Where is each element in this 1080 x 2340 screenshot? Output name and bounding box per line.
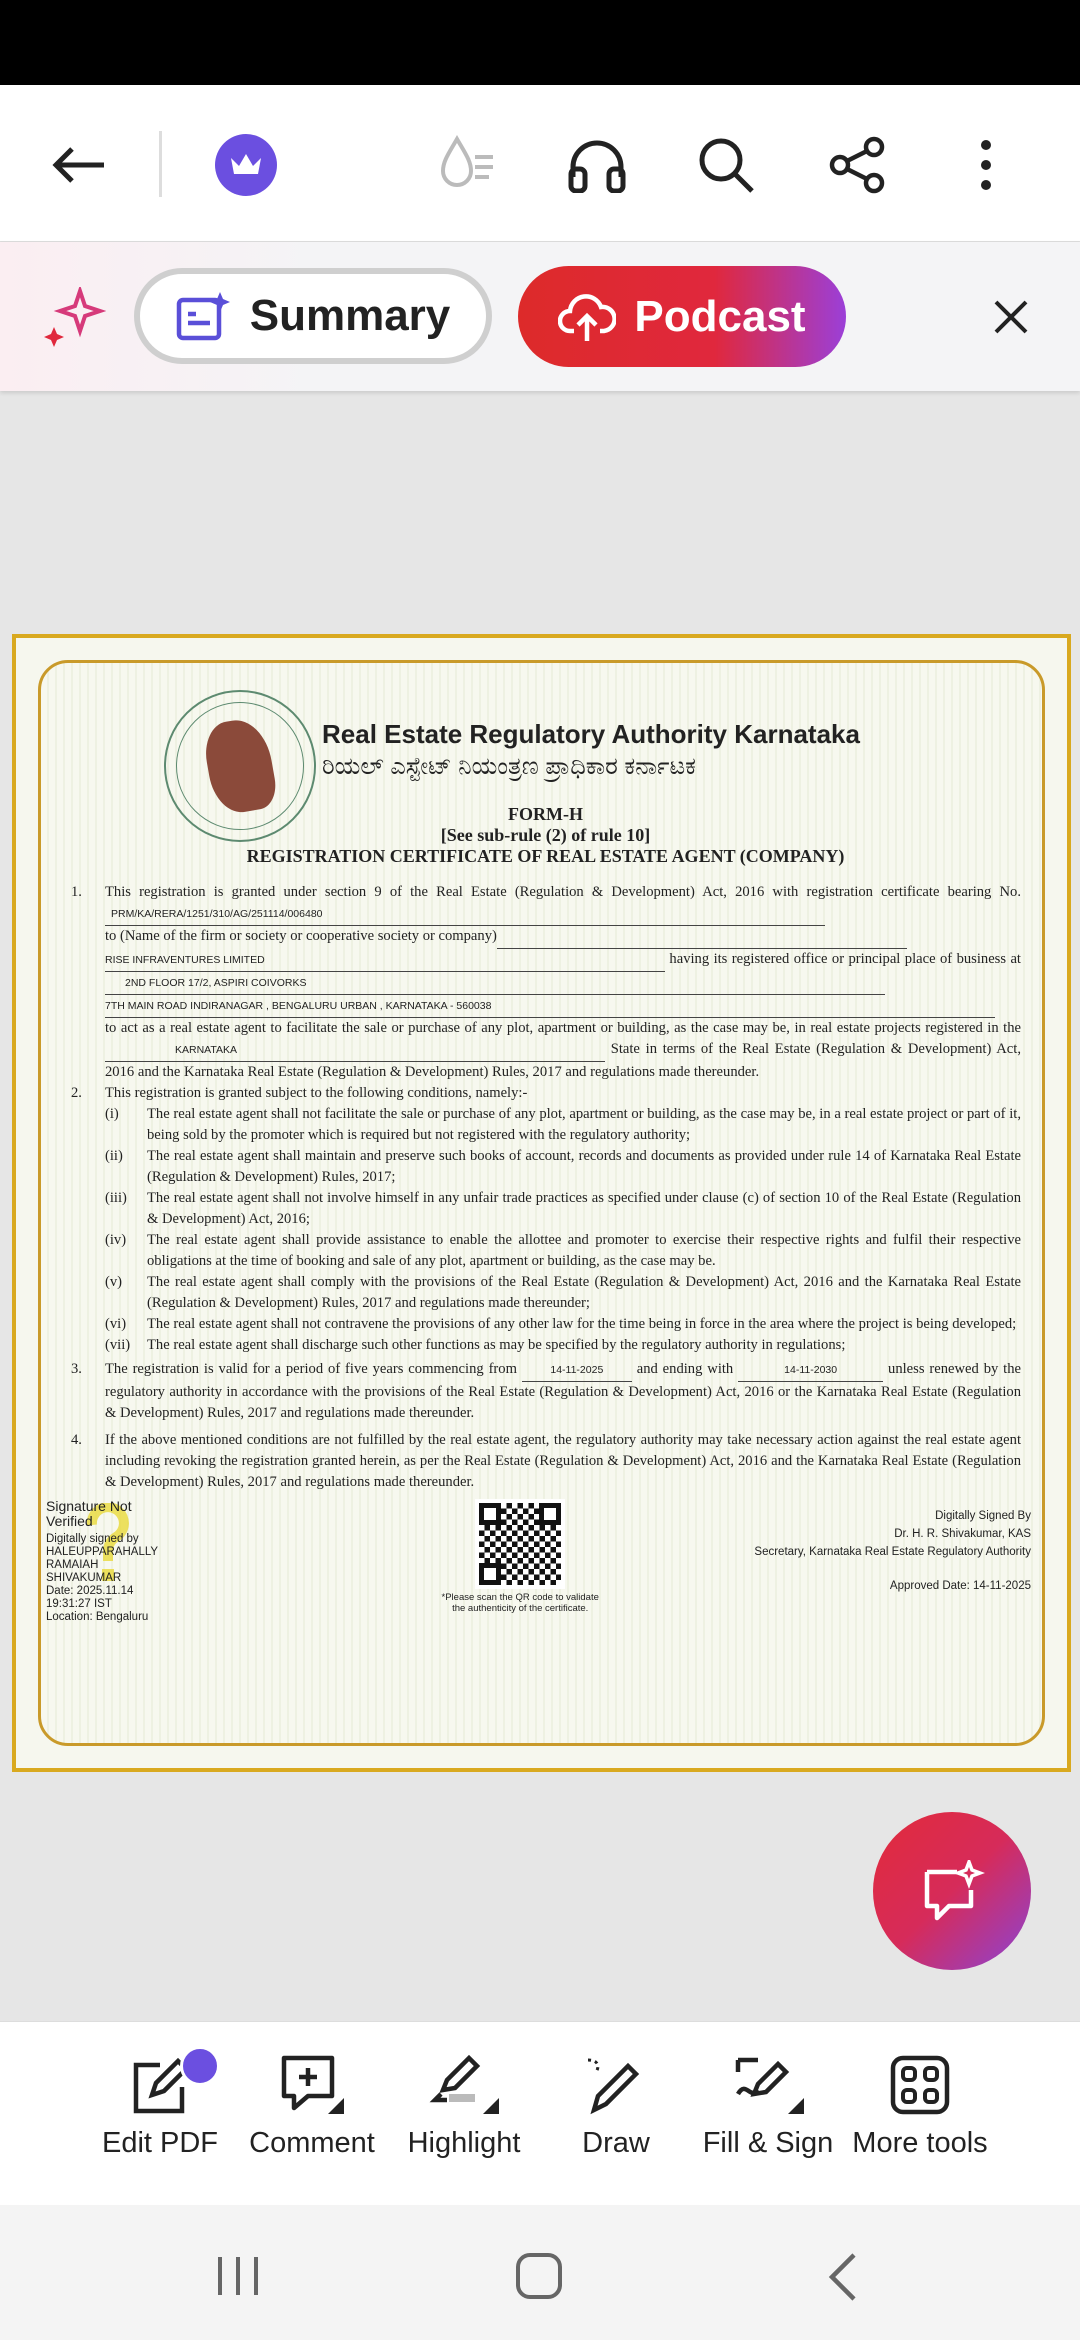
address-line-1: 2ND FLOOR 17/2, ASPIRI COIVORKS	[105, 973, 885, 995]
tool-highlight[interactable]: Highlight	[388, 2042, 540, 2160]
tool-edit-pdf[interactable]: Edit PDF	[84, 2042, 236, 2160]
highlight-icon	[429, 2054, 499, 2116]
premium-crown-icon[interactable]	[211, 125, 281, 205]
clause-2: 2. This registration is granted subject to the following conditions, namely:- (i) The real estate agent shall not facilitate the sale or purchase of any plot, apartment or building, as the case may be, in a real estate project or part of it, being sold by the promoter which is required but not registered with the regulatory authority; (ii) The real estate agent shall maintain and preserve such books of account, records and documents as provided under rule 14 of Karnataka Real Estate (Regulation & Development) Rules, 2017; (iii) The real estate agent shall not involve himself in any unfair trade practices as specified under clause (c) of section 10 of the Real Estate (Regulation & Development) Act, 2016; (iv) The real estate agent shall provide assistance to enable the allottee and promoter to exercise their respective rights and fulfil their respective obligations at the time of booking and sale of any plot, apartment or building, as the case may be. (v) The real estate agent shall comply with the provisions of the Real Estate (Regulation & Development) Act, 2016 and the Karnataka Real Estate (Regulation & Development) Rules, 2017 and regulations made thereunder; (vi) The real estate agent shall not contravene the provisions of any other law for the time being in force in the area where the project is being developed; (vii) The real estate agent shall discharge such other functions as may be specified by the regulatory authority in regulations;	[71, 1083, 1021, 1356]
clause-3: 3. The registration is valid for a period of five years commencing from 14-11-2025 and ending with 14-11-2030 unless renewed by the regulatory authority in accordance with the provisions of the Real Estate (Regulation & Development) Act, 2016 or the Karnataka Real Estate (Regulation & Development) Rules, 2017 and regulations made thereunder.	[71, 1361, 1021, 1421]
certificate-heading: REGISTRATION CERTIFICATE OF REAL ESTATE AGENT (COMPANY)	[246, 846, 845, 866]
authority-title-english: Real Estate Regulatory Authority Karnataka	[322, 719, 860, 749]
bottom-tools-bar	[0, 2021, 1080, 2205]
status-bar	[0, 0, 1080, 85]
back-arrow-icon[interactable]	[43, 125, 113, 205]
close-icon[interactable]	[993, 299, 1029, 340]
form-subrule: [See sub-rule (2) of rule 10]	[440, 825, 651, 845]
condition-item: (iii) The real estate agent shall not involve himself in any unfair trade practices as specified under clause (c) of section 10 of the Real Estate (Regulation & Development) Act, 2016;	[105, 1190, 1021, 1227]
recents-icon[interactable]	[216, 2255, 260, 2302]
digital-signature-block: Digitally Signed By Dr. H. R. Shivakumar, KAS Secretary, Karnataka Real Estate Regulatory Authority Approved Date: 14-11-2025	[754, 1507, 1031, 1595]
search-icon[interactable]	[691, 125, 761, 205]
tool-comment[interactable]: Comment	[236, 2042, 388, 2160]
certificate-body	[71, 882, 1021, 1493]
qr-block	[435, 1499, 605, 1614]
address-line-2: 7TH MAIN ROAD INDIRANAGAR , BENGALURU URBAN , KARNATAKA - 560038	[105, 996, 995, 1018]
grid-apps-icon	[890, 2055, 950, 2115]
back-nav-icon[interactable]	[828, 2253, 858, 2306]
system-nav-bar	[0, 2205, 1080, 2340]
divider	[159, 131, 162, 197]
condition-item: (iv) The real estate agent shall provide assistance to enable the allottee and promoter to exercise their respective rights and fulfil their respective obligations at the time of booking and sale of any plot, apartment or building, as the case may be.	[105, 1232, 1021, 1269]
clause-1: 1. This registration is granted under section 9 of the Real Estate (Regulation & Development) Act, 2016 with registration certificate bearing No. PRM/KA/RERA/1251/310/AG/251114/006480 to (Name of the firm or society or cooperative society or company) RISE INFRAVENTURES LIMITED having its registered office or principal place of business at 2ND FLOOR 17/2, ASPIRI COIVORKS 7TH MAIN ROAD INDIRANAGAR , BENGALURU URBAN , KARNATAKA - 560038 to act as a real estate agent to facilitate the sale or purchase of any plot, apartment or building, as the case may be, in real estate projects registered in the KARNATAKA State in terms of the Real Estate (Regulation & Development) Act, 2016 and the Karnataka Real Estate (Regulation & Development) Rules, 2017 and regulations made thereunder.	[71, 884, 1021, 1080]
certificate-footer	[46, 1499, 1031, 1624]
condition-item: (v) The real estate agent shall comply with the provisions of the Real Estate (Regulation & Development) Act, 2016 and the Karnataka Real Estate (Regulation & Development) Rules, 2017 and regulations made thereunder;	[105, 1274, 1021, 1311]
company-name: RISE INFRAVENTURES LIMITED	[105, 950, 665, 972]
top-toolbar	[0, 85, 1080, 242]
authority-title-kannada: ರಿಯಲ್ ಎಸ್ಟೇಟ್ ನಿಯಂತ್ರಣ ಪ್ರಾಧಿಕಾರ ಕರ್ನಾಟಕ	[322, 753, 696, 780]
approved-date: Approved Date: 14-11-2025	[889, 1580, 1031, 1592]
headphones-icon[interactable]	[562, 125, 632, 205]
state-name: KARNATAKA	[105, 1040, 605, 1062]
fill-sign-icon	[732, 2054, 804, 2116]
condition-item: (i) The real estate agent shall not facilitate the sale or purchase of any plot, apartment or building, as the case may be, in a real estate project or part of it, being sold by the promoter which is required but not registered with the regulatory authority;	[105, 1106, 1021, 1143]
registration-number: PRM/KA/RERA/1251/310/AG/251114/006480	[105, 904, 825, 926]
start-date: 14-11-2025	[522, 1360, 632, 1382]
certificate-content	[46, 882, 1031, 1624]
ai-sparkle-icon	[40, 287, 106, 354]
podcast-button[interactable]: Podcast	[518, 266, 846, 367]
condition-item: (vii) The real estate agent shall discharge such other functions as may be specified by the regulatory authority in regulations;	[105, 1337, 846, 1353]
liquid-mode-icon[interactable]	[432, 125, 502, 205]
qr-note: *Please scan the QR code to validate the authenticity of the certificate.	[441, 1592, 599, 1614]
signature-status-block[interactable]: Signature Not Verified Digitally signed by HALEUPPARAHALLY RAMAIAH SHIVAKUMAR Date: 2025.11.14 19:31:27 IST Location: Bengaluru	[46, 1498, 159, 1623]
draw-icon	[584, 2054, 648, 2116]
summary-icon	[176, 290, 232, 342]
clause-4: 4. If the above mentioned conditions are not fulfilled by the real estate agent, the regulatory authority may take necessary action against the real estate agent including revoking the registration granted herein, as per the Real Estate (Regulation & Development) Act, 2016 and the Karnataka Real Estate (Regulation & Development) Rules, 2017 and regulations made thereunder.	[71, 1432, 1021, 1490]
pdf-page-certificate	[12, 634, 1071, 1772]
more-vertical-icon[interactable]	[951, 125, 1021, 205]
form-title: FORM-H	[508, 804, 583, 824]
summary-button[interactable]: Summary	[134, 268, 492, 364]
condition-item: (ii) The real estate agent shall maintain and preserve such books of account, records and documents as provided under rule 14 of Karnataka Real Estate (Regulation & Development) Rules, 2017;	[105, 1148, 1021, 1185]
tool-fill-sign[interactable]: Fill & Sign	[692, 2042, 844, 2160]
tool-more-tools[interactable]: More tools	[844, 2042, 996, 2160]
cloud-upload-icon	[558, 291, 616, 343]
home-icon[interactable]	[516, 2253, 562, 2299]
condition-item: (vi) The real estate agent shall not contravene the provisions of any other law for the time being in force in the area where the project is being developed;	[105, 1316, 1017, 1332]
comment-icon	[280, 2054, 344, 2116]
tool-draw[interactable]: Draw	[540, 2042, 692, 2160]
end-date: 14-11-2030	[738, 1360, 883, 1382]
ai-chat-icon	[919, 1860, 985, 1922]
ai-assistant-bar	[0, 242, 1080, 391]
qr-code	[475, 1499, 565, 1589]
premium-badge-icon	[180, 2046, 220, 2086]
ai-assistant-fab[interactable]	[873, 1812, 1031, 1970]
share-icon[interactable]	[823, 125, 893, 205]
